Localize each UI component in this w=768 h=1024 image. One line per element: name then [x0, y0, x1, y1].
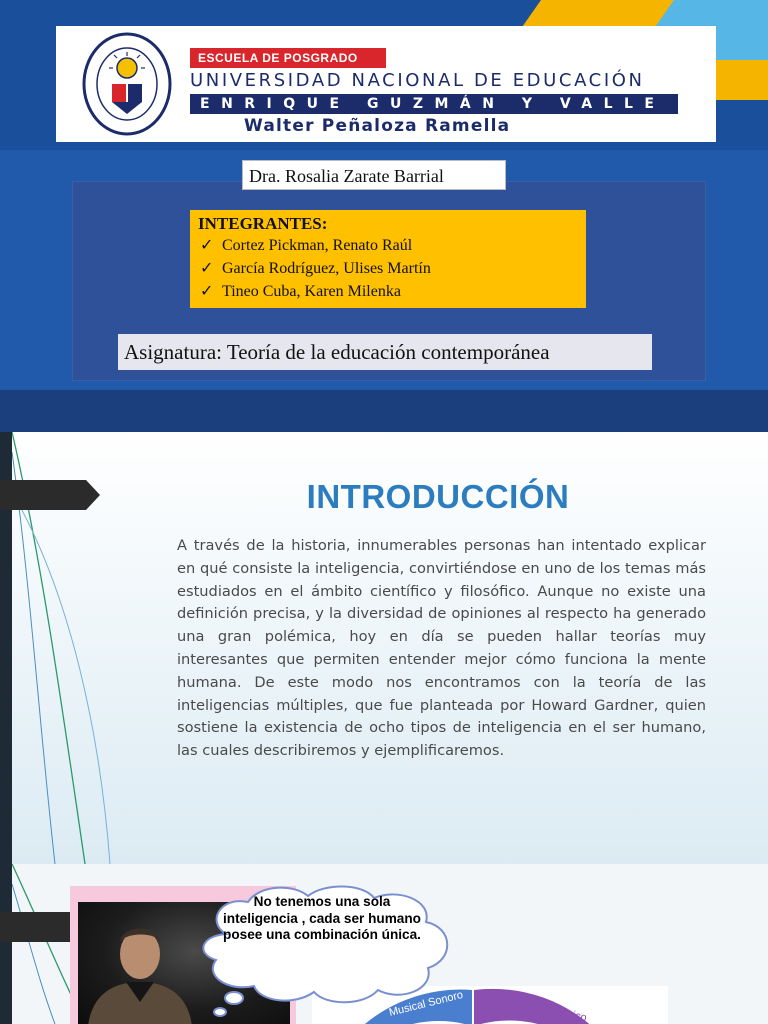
- university-seal-icon: [82, 32, 172, 136]
- university-name-bar: ENRIQUE GUZMÁN Y VALLE: [190, 94, 678, 114]
- university-header: [56, 26, 716, 142]
- speech-bubble-quote: No tenemos una sola inteligencia , cada ser humano posee una combinación única.: [223, 894, 421, 942]
- introduction-paragraph: A través de la historia, innumerables personas han intentado explicar en qué consiste la inteligencia, convirtiéndose en uno de los temas más estudiados en el ámbito científico y filosófico. Aunque no existe una definición precisa, y la diversidad de opiniones al respecto ha generado una gran polémica, hoy en día se pueden hallar teorías muy interesantes que permiten entender mejor cómo funciona la mente humana. De este modo nos encontramos con la teoría de las inteligencias múltiples, que fue planteada por Howard Gardner, quien sostiene la existencia de ocho tipos de inteligencia en el ser humano, las cuales describiremos y ejemplificaremos.: [177, 537, 706, 760]
- check-icon: ✓: [200, 260, 214, 277]
- member-name: Cortez Pickman, Renato Raúl: [222, 237, 413, 254]
- member-item: [198, 257, 578, 280]
- check-icon: ✓: [200, 283, 214, 300]
- chart-label-musical: Musical Sonoro: [387, 988, 465, 1019]
- quote-slide: [0, 864, 768, 1024]
- decorative-left-band: [0, 864, 12, 1024]
- member-name: Tineo Cuba, Karen Milenka: [222, 283, 401, 300]
- member-item: [198, 280, 578, 303]
- check-icon: ✓: [200, 237, 214, 254]
- introduction-title: INTRODUCCIÓN: [306, 478, 570, 515]
- members-box: [190, 210, 586, 308]
- school-badge: ESCUELA DE POSGRADO: [190, 48, 386, 68]
- title-slide: [0, 0, 768, 432]
- decorative-bottom-band: [0, 390, 768, 432]
- members-title: INTEGRANTES:: [198, 214, 328, 233]
- teacher-name: Dra. Rosalia Zarate Barrial: [242, 160, 506, 190]
- university-name: UNIVERSIDAD NACIONAL DE EDUCACIÓN: [190, 70, 645, 91]
- introduction-slide: [0, 432, 768, 864]
- subject-title: Asignatura: Teoría de la educación contemporánea: [118, 334, 652, 370]
- member-name: García Rodríguez, Ulises Martín: [222, 260, 431, 277]
- chart-label-corporal: Corporal Cinestésico: [485, 991, 588, 1024]
- university-subtitle: Walter Peñaloza Ramella: [244, 116, 511, 136]
- member-item: [198, 234, 578, 257]
